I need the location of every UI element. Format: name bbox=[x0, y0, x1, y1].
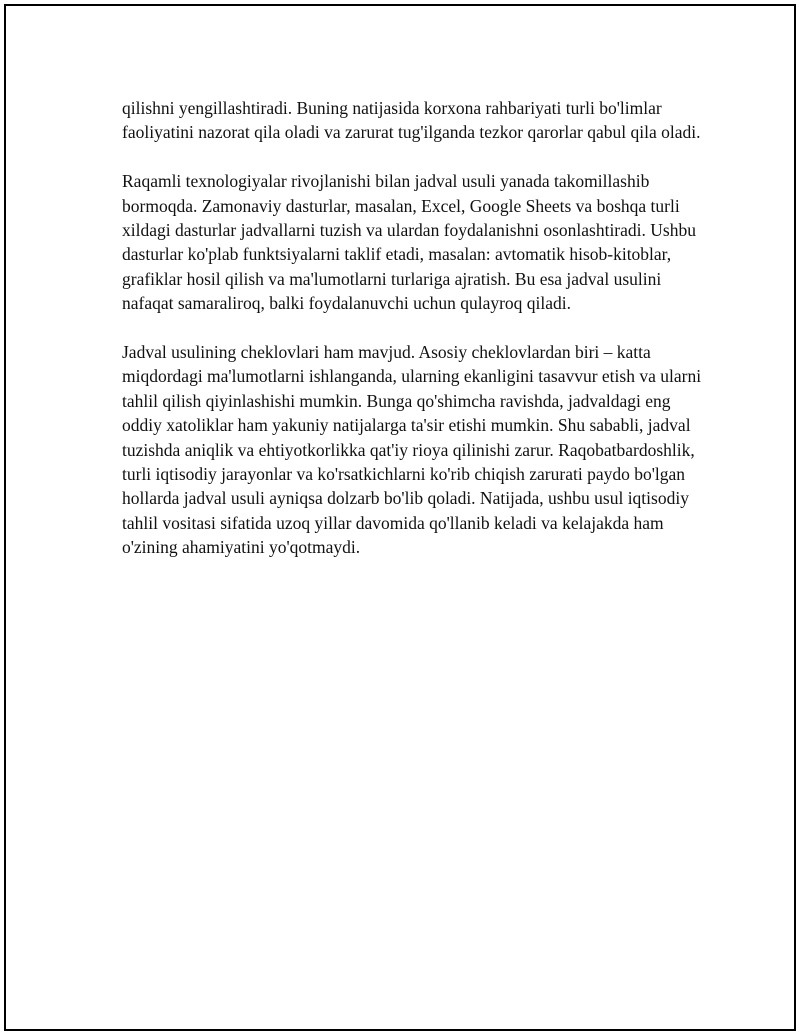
paragraph-3: Jadval usulining cheklovlari ham mavjud. Asosiy cheklovlardan biri – katta miqdordagi ma'lumotlarni ishlanganda, ularning ekanligini tasavvur etish va ularni tahlil qilish qiyinlashishi mumkin. Bunga qo'shimcha ravishda, jadvaldagi eng oddiy xatoliklar ham yakuniy natijalarga ta'sir etishi mumkin. Shu sababli, jadval tuzishda aniqlik va ehtiyotkorlikka qat'iy rioya qilinishi zarur. Raqobatbardoshlik, turli iqtisodiy jarayonlar va ko'rsatkichlarni ko'rib chiqish zarurati paydo bo'lgan hollarda jadval usuli ayniqsa dolzarb bo'lib qoladi. Natijada, ushbu usul iqtisodiy tahlil vositasi sifatida uzoq yillar davomida qo'llanib keladi va kelajakda ham o'zining ahamiyatini yo'qotmaydi. bbox=[122, 342, 702, 558]
page-frame bbox=[4, 4, 796, 1031]
paragraph-2: Raqamli texnologiyalar rivojlanishi bilan jadval usuli yanada takomillashib bormoqda. Zamonaviy dasturlar, masalan, Excel, Google Sheets va boshqa turli xildagi dasturlar jadvallarni tuzish va ulardan foydalanishni osonlashtiradi. Ushbu dasturlar ko'plab funktsiyalarni taklif etadi, masalan: avtomatik hisob-kitoblar, grafiklar hosil qilish va ma'lumotlarni turlariga ajratish. Bu esa jadval usulini nafaqat samaraliroq, balki foydalanuvchi uchun qulayroq qiladi. bbox=[122, 171, 696, 314]
document-body bbox=[122, 96, 702, 584]
paragraph-1: qilishni yengillashtiradi. Buning natijasida korxona rahbariyati turli bo'limlar faoliyatini nazorat qila oladi va zarurat tug'ilganda tezkor qarorlar qabul qila oladi. bbox=[122, 98, 701, 143]
